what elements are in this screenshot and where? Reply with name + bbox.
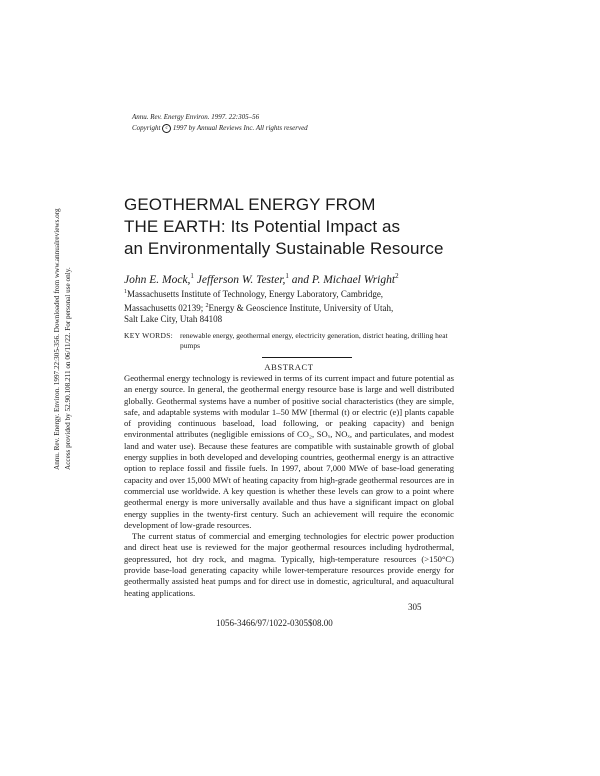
copyright-prefix: Copyright: [132, 124, 161, 132]
sidebar-download-line: Annu. Rev. Energy. Environ. 1997.22:305-356. Downloaded from www.annualreviews.org: [53, 208, 61, 470]
journal-citation: Annu. Rev. Energy Environ. 1997. 22:305–56: [132, 113, 260, 121]
copyright-line: [132, 123, 308, 134]
copyright-text: 1997 by Annual Reviews Inc. All rights reserved: [172, 124, 308, 132]
affiliation-2-text: Energy & Geoscience Institute, University of Utah,: [208, 302, 394, 313]
keywords-label: KEY WORDS:: [124, 331, 174, 340]
author-2-sup: 1: [285, 272, 289, 280]
copyright-icon: c: [162, 124, 171, 133]
author-1-sup: 1: [190, 272, 194, 280]
author-2: Jefferson W. Tester,: [196, 273, 286, 286]
sidebar-access-line: Access provided by 52.90.108.211 on 06/11/22. For personal use only.: [64, 267, 72, 470]
abstract-heading: ABSTRACT: [264, 362, 314, 372]
affiliation-line-1: [124, 287, 454, 301]
issn-line: 1056-3466/97/1022-0305$08.00: [216, 618, 333, 628]
author-1: John E. Mock,: [124, 273, 191, 286]
author-3-sup: 2: [395, 272, 399, 280]
author-3: and P. Michael Wright: [291, 273, 396, 286]
page-number: 305: [408, 602, 422, 612]
abstract-paragraph-2: The current status of commercial and emerging technologies for electric power production and direct heat use is reviewed for the major geothermal resources including hydrothermal, geopressured, hot dry rock, and magma. Typically, high-temperature resources (>150°C) provide base-load generating capacity while lower-temperature resources provide energy for geothermally assisted heat pumps and for direct use in domestic, agricultural, and aquacultural heating applications.: [124, 531, 454, 598]
affiliation-sup-1: 1: [124, 289, 127, 295]
affiliation-line-3: Salt Lake City, Utah 84108: [124, 314, 223, 324]
abstract-divider: [262, 357, 352, 358]
affiliation-line-2: [124, 301, 454, 315]
author-list: [124, 272, 399, 286]
title-line-2: THE EARTH: Its Potential Impact as: [124, 217, 401, 236]
affiliation-1-text: Massachusetts Institute of Technology, Energy Laboratory, Cambridge,: [127, 289, 384, 299]
title-line-1: GEOTHERMAL ENERGY FROM: [124, 195, 376, 214]
keywords-text: renewable energy, geothermal energy, electricity generation, district heating, drilling heat pumps: [180, 331, 448, 350]
title-line-3: an Environmentally Sustainable Resource: [124, 239, 444, 258]
abstract-body: [124, 373, 454, 599]
affiliation-sup-2: 2: [205, 302, 209, 309]
paper-title: [124, 194, 484, 260]
journal-header: [132, 112, 308, 134]
affiliation-1-cont: Massachusetts 02139;: [124, 302, 204, 313]
download-sidebar: [52, 170, 86, 470]
affiliations: [124, 287, 454, 326]
abstract-paragraph-1: Geothermal energy technology is reviewed in terms of its current impact and future potential as an energy source. In general, the geothermal energy resource base is large and well distributed globally. Geothermal systems have a number of positive social characteristics (they are simple, safe, and adaptable systems with modular 1–50 MW [thermal (t) or electric (e)] plants capable of providing continuous baseload, load following, or peaking capacity) and benign environmental attributes (negligible emissions of CO₂, SOₓ, NOₓ, and particulates, and modest land and water use). Because these features are compatible with sustainable growth of global energy supplies in both developed and developing countries, geothermal energy is an attractive option to replace fossil and fissile fuels. In 1997, about 7,000 MWe of base-load generating capacity and over 15,000 MWt of heating capacity from high-grade geothermal resources are in commercial use worldwide. A key question is whether these levels can grow to a point where geothermal energy is more universally available and thus have a significant impact on global energy supplies in the twenty-first century. Such an achievement will require the economic development of low-grade resources.: [124, 373, 454, 530]
